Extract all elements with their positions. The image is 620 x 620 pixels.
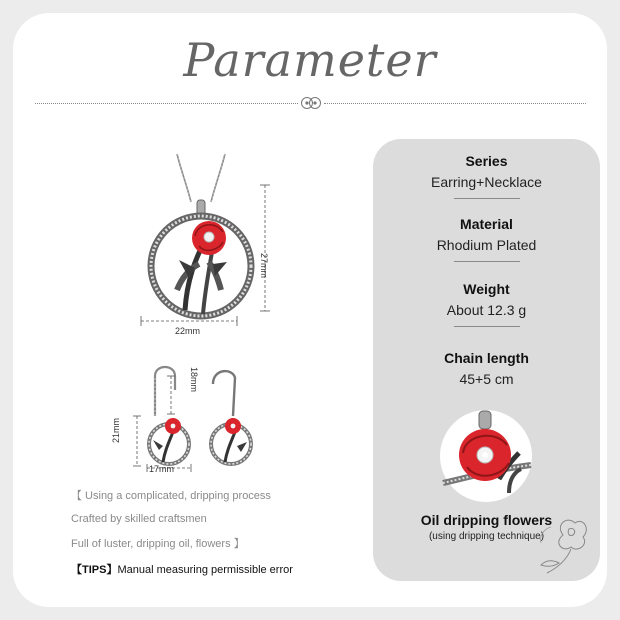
feature-title: Oil dripping flowers: [420, 512, 553, 528]
tips-label: 【TIPS】: [71, 564, 118, 576]
note-line: Full of luster, dripping oil, flowers 】: [71, 538, 245, 550]
spec-divider: [454, 261, 520, 262]
spec-label: Series: [465, 153, 508, 169]
spec-divider: [454, 326, 520, 327]
spec-series: [373, 153, 600, 199]
spec-value: 45+5 cm: [459, 371, 514, 387]
rose-closeup-image: [439, 409, 533, 503]
spec-weight: [373, 281, 600, 327]
title-divider-right: [324, 103, 586, 104]
rose-line-art-icon: [533, 507, 599, 577]
earring-height-label: 21mm: [111, 417, 121, 443]
spec-label: Weight: [463, 281, 510, 297]
craft-notes: [71, 487, 371, 577]
parameter-card: [13, 13, 607, 607]
spec-value: Earring+Necklace: [431, 174, 542, 190]
spec-label: Chain length: [444, 350, 529, 366]
spec-chain-length: [373, 350, 600, 387]
note-line: Crafted by skilled craftsmen: [71, 513, 207, 525]
tips-text: Manual measuring permissible error: [117, 564, 293, 576]
earring-hook-label: 18mm: [189, 367, 199, 393]
skull-ornament-icon: [299, 95, 323, 111]
spec-value: Rhodium Plated: [436, 237, 537, 253]
note-line: 【 Using a complicated, dripping process: [71, 490, 271, 502]
title-divider-left: [35, 103, 298, 104]
spec-material: [373, 216, 600, 262]
spec-value: About 12.3 g: [446, 302, 527, 318]
necklace-width-label: 22mm: [175, 326, 201, 336]
page-title: Parameter: [183, 33, 437, 87]
feature-subtitle: (using dripping technique): [428, 531, 545, 542]
spec-divider: [454, 198, 520, 199]
spec-panel: [373, 139, 600, 581]
tips-line: [71, 561, 371, 577]
necklace-height-label: 27mm: [259, 253, 269, 279]
earring-width-label: 17mm: [149, 464, 175, 474]
spec-label: Material: [460, 216, 513, 232]
